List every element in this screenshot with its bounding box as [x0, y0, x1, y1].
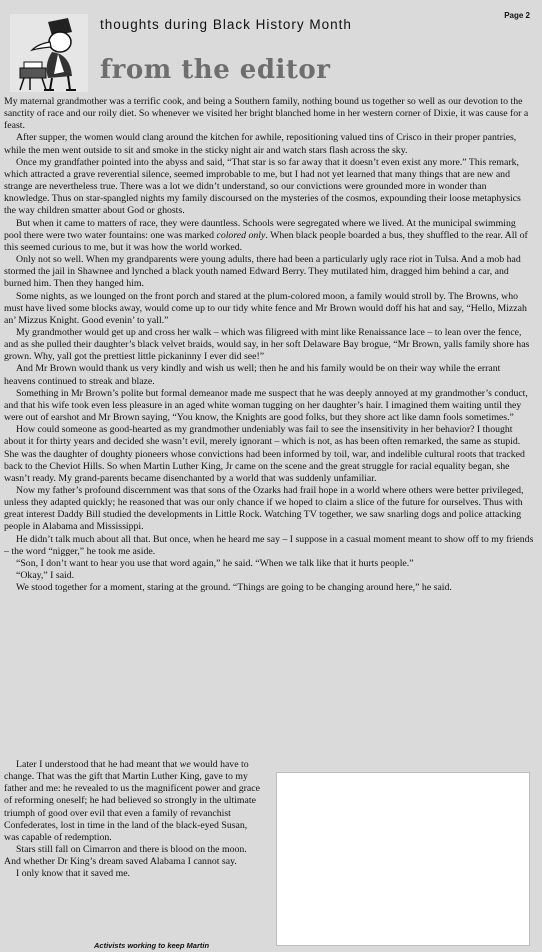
article-body — [4, 96, 534, 594]
article-paragraph: We stood together for a moment, staring at the ground. “Things are going to be changing around here,” he said. — [16, 582, 452, 594]
article-paragraph: Stars still fall on Cimarron and there is blood on the moon. And whether Dr King’s dream saved Alabama I cannot say. — [4, 844, 247, 868]
article-paragraph: “Son, I don’t want to hear you use that word again,” he said. “When we talk like that it hurts people.” — [16, 557, 414, 569]
article-paragraph: Once my grandfather pointed into the abyss and said, “That star is so far away that it doesn’t even exist any more.” This remark, which attracted a grave reverential silence, seemed improbable to me, but I had not yet learned that many things that are new and strange are nevertheless true. There was a lot we didn’t understand, so our convictions were grounded more in wonder than knowledge. Thus on star-spangled nights my family discoursed on the mysteries of the cosmos, expounding their loose metaphysics the way children smatter about God or ghosts. — [4, 156, 521, 217]
article-paragraph: But when it came to matters of race, they were dauntless. Schools were segregated where we lived. At the municipal swimming pool there were two water fountains: one was marked colored only. When black people boarded a bus, they shuffled to the rear. All of this seemed curious to me, but it was how the world worked. — [4, 217, 528, 253]
article-paragraph: Now my father’s profound discernment was that sons of the Ozarks had frail hope in a world where others were better privileged, unless they adapted quickly; he reasoned that was our only chance if we hoped to claim a slice of the future for ourselves. Thus with great interest Daddy Bill studied the developments in Little Rock. Watching TV together, we saw snarling dogs and police attacking people in Alabama and Mississippi. — [4, 485, 524, 533]
page-number: Page 2 — [504, 11, 530, 20]
article-paragraph: Something in Mr Brown’s polite but formal demeanor made me suspect that he was deeply annoyed at my grandmother’s conduct, and that his wife took even less pleasure in an aged white woman tugging on her daughter’s hair. I imagined them waiting until they were out of earshot and Mr Brown saying, “You know, the Knights are good folks, but they shore act like damn fools sometimes.” — [4, 387, 528, 424]
column-kicker: thoughts during Black History Month — [100, 17, 352, 32]
article-paragraph: He didn’t talk much about all that. But once, when he heard me say – I suppose in a casual moment meant to show off to my friends – the word “nigger,” he took me aside. — [4, 533, 534, 557]
article-closing-column — [4, 759, 260, 881]
photo-placeholder — [276, 772, 530, 946]
page-title: from the editor — [100, 55, 331, 85]
article-paragraph: How could someone as good-hearted as my grandmother undeniably was fail to see the insensitivity in her behavior? I thought about it for thirty years and decided she wasn’t evil, merely ignorant – which is not, as has been often remarked, the same as stupid. She was the daughter of doughty pioneers whose convictions had been informed by toil, war, and indelible cultural roots that tracked back to the Cheviot Hills. So when Martin Luther King, Jr came on the scene and the great struggle for racial equality began, she wasn’t ready. My grand-parents became disenchanted by a world that was suddenly unfamiliar. — [4, 424, 525, 484]
article-paragraph: My maternal grandmother was a terrific cook, and being a Southern family, nothing bound us together so well as our devotion to the sanctity of race and our roily diet. So whenever we visited her bright blanched home in her western corner of Dixie, it was cause for a feast. — [4, 96, 529, 132]
emphasis-text: we — [179, 759, 191, 770]
emphasis-text: colored only — [216, 229, 266, 241]
article-paragraph: And Mr Brown would thank us very kindly and wish us well; then he and his family would be on their way while the errant heavens continued to streak and blaze. — [4, 363, 501, 387]
article-paragraph: “Okay,” I said. — [16, 570, 75, 582]
photo-caption: Activists working to keep Martin — [94, 941, 210, 950]
article-paragraph: I only know that it saved me. — [16, 868, 131, 880]
article-paragraph: Only not so well. When my grandparents were young adults, there had been a particularly ugly race riot in Tulsa. And a mob had stormed the jail in Shawnee and lynched a black youth named Edward Berry. They mutilated him, dragged him behind a car, and burned him. Then they hanged him. — [4, 254, 521, 290]
editor-caricature-logo-icon — [10, 14, 88, 92]
article-paragraph: My grandmother would get up and cross her walk – which was filigreed with mint like Renaissance lace – to lean over the fence, and as she pulled their daughter’s black velvet braids, would say, in her soft Delaware Bay brogue, “Mr Brown, yalls family shore has grown. Why, yall got the prettiest little pickaninny I ever did see!” — [4, 326, 530, 363]
article-paragraph: After supper, the women would clang around the kitchen for awhile, repositioning valued tins of Crisco in their proper pantries, while the men went outside to sit and smoke in the sticky night air and watch stars flash across the sky. — [4, 132, 517, 156]
article-paragraph: Some nights, as we lounged on the front porch and stared at the plum-colored moon, a family would stroll by. The Browns, who must have lived some blocks away, would come up to our tidy white fence and Mr Brown would doff his hat and say, “Hello, Mizzah an’ Mizzus Knight. Good evenin’ to yall.” — [4, 290, 527, 326]
article-paragraph: Later I understood that he had meant that we would have to change. That was the gift that Martin Luther King, gave to my father and me: he revealed to us the magnificent power and grace of reforming oneself; he had believed so strongly in the ultimate triumph of good over evil that even a family of revanchist Confederates, lost in time in the land of the black-eyed Susan, was capable of redemption. — [4, 759, 260, 843]
